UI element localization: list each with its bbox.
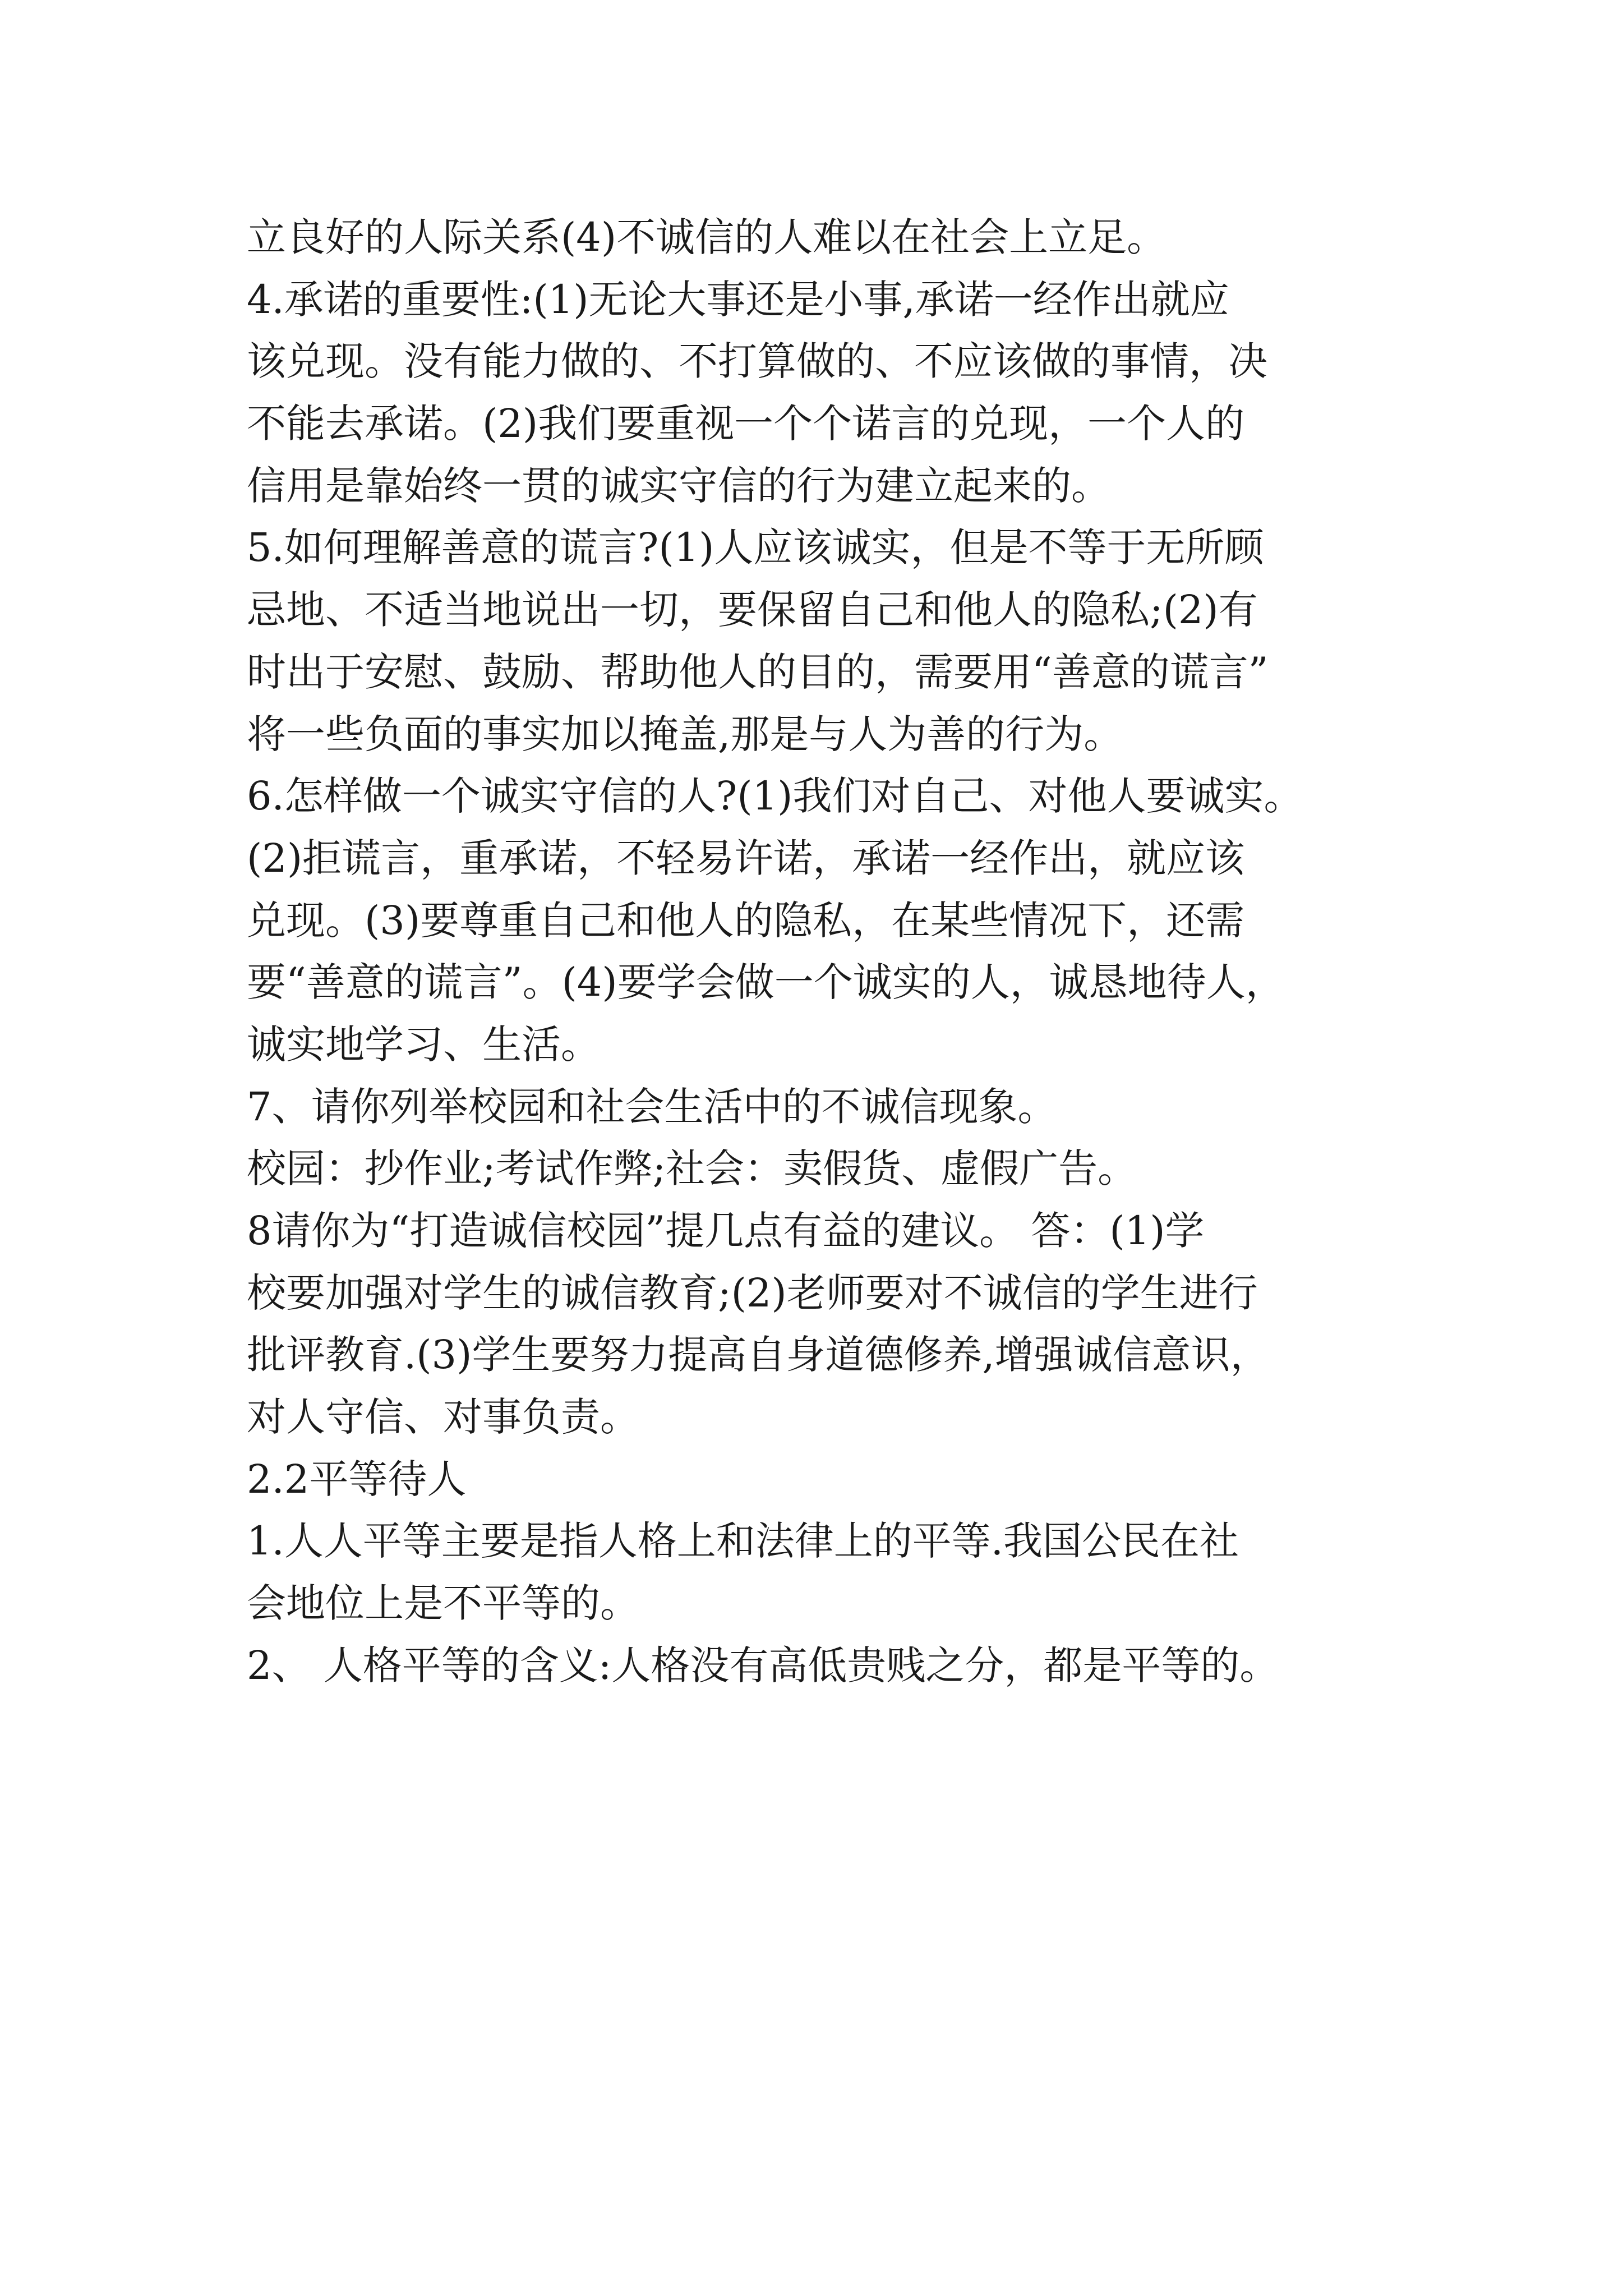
text-line: 1.人人平等主要是指人格上和法律上的平等.我国公民在社 [247,1518,1239,1565]
text-line: 将一些负面的事实加以掩盖,那是与人为善的行为。 [247,711,1123,757]
text-line: (2)拒谎言，重承诺，不轻易许诺，承诺一经作出，就应该 [247,835,1245,881]
text-line: 信用是靠始终一贯的诚实守信的行为建立起来的。 [247,462,1110,509]
text-line: 不能去承诺。(2)我们要重视一个个诺言的兑现，一个人的 [247,401,1245,447]
text-line: 诚实地学习、生活。 [247,1021,600,1068]
body-text [247,206,1413,1697]
text-line: 批评教育.(3)学生要努力提高自身道德修养,增强诚信意识， [247,1332,1270,1378]
text-line: 忌地、不适当地说出一切，要保留自己和他人的隐私;(2)有 [247,587,1258,633]
text-line: 该兑现。没有能力做的、不打算做的、不应该做的事情，决 [247,338,1267,385]
text-line: 5.如何理解善意的谎言?(1)人应该诚实，但是不等于无所顾 [247,524,1264,571]
text-line: 4.承诺的重要性:(1)无论大事还是小事,承诺一经作出就应 [247,276,1229,323]
text-line: 对人守信、对事负责。 [247,1394,639,1441]
text-line: 要“善意的谎言”。(4)要学会做一个诚实的人，诚恳地待人， [247,959,1285,1006]
text-line: 会地位上是不平等的。 [247,1580,639,1627]
text-line: 8请你为“打造诚信校园”提几点有益的建议。 答：(1)学 [247,1208,1205,1254]
text-line: 校要加强对学生的诚信教育;(2)老师要对不诚信的学生进行 [247,1269,1258,1316]
text-line: 校园：抄作业;考试作弊;社会：卖假货、虚假广告。 [247,1145,1137,1192]
text-line: 6.怎样做一个诚实守信的人?(1)我们对自己、对他人要诚实。 [247,773,1303,820]
text-line: 2、 人格平等的含义:人格没有高低贵贱之分，都是平等的。 [247,1642,1279,1688]
text-line: 7、请你列举校园和社会生活中的不诚信现象。 [247,1083,1057,1130]
text-line: 兑现。(3)要尊重自己和他人的隐私，在某些情况下，还需 [247,897,1245,944]
section-heading: 2.2平等待人 [247,1456,467,1502]
text-line: 时出于安慰、鼓励、帮助他人的目的，需要用“善意的谎言” [247,648,1269,695]
text-line: 立良好的人际关系(4)不诚信的人难以在社会上立足。 [247,214,1166,260]
